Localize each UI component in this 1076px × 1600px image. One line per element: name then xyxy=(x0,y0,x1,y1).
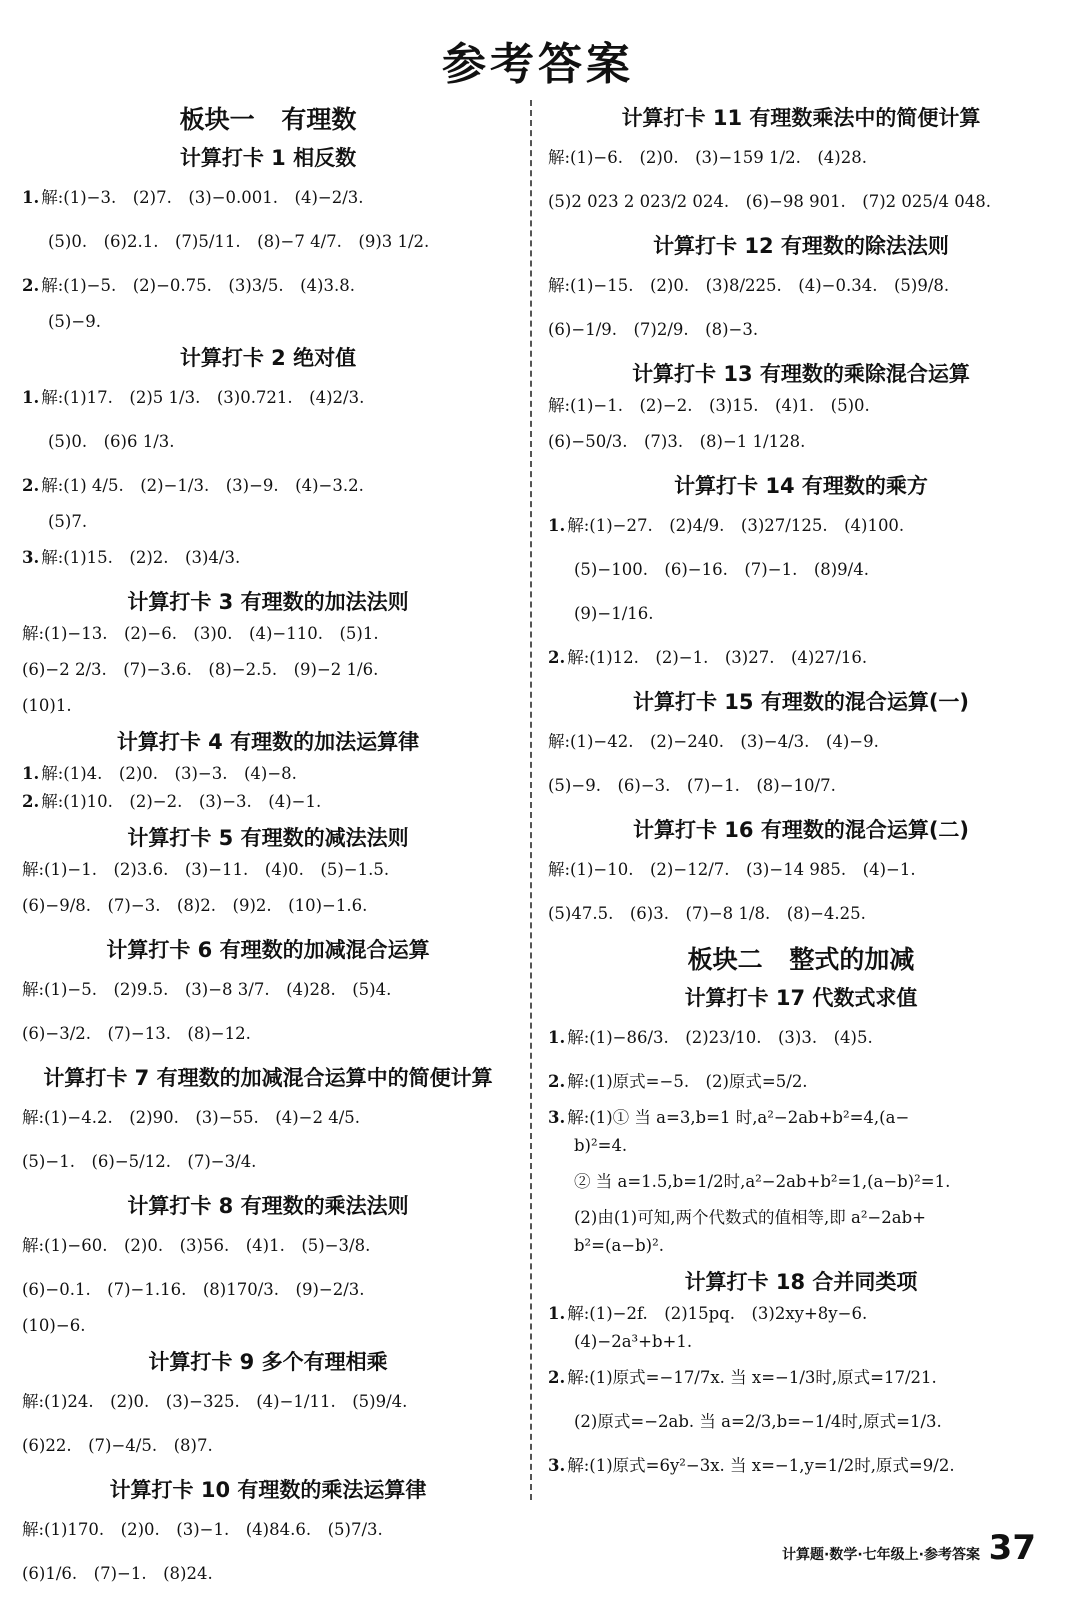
answer-line xyxy=(22,788,514,816)
answer-text: (5)−1. (6)−5/12. (7)−3/4. xyxy=(22,1152,257,1171)
answer-line xyxy=(548,1300,1054,1328)
answer-line xyxy=(548,308,1054,352)
question-number: 2. xyxy=(22,792,40,811)
answer-text: (5)−9. (6)−3. (7)−1. (8)−10/7. xyxy=(548,776,836,795)
answer-text: (6)−1/9. (7)2/9. (8)−3. xyxy=(548,320,759,339)
answer-line xyxy=(22,1312,514,1340)
answer-text: (6)−0.1. (7)−1.16. (8)170/3. (9)−2/3. xyxy=(22,1280,365,1299)
card-title: 计算打卡 3 有理数的加法法则 xyxy=(127,590,409,614)
question-number: 1. xyxy=(22,764,40,783)
answer-text: 解:(1)−10. (2)−12/7. (3)−14 985. (4)−1. xyxy=(548,860,916,879)
answer-text: 解:(1)15. (2)2. (3)4/3. xyxy=(41,548,241,567)
answer-text: (6)−3/2. (7)−13. (8)−12. xyxy=(22,1024,251,1043)
answer-text: (4)−2a³+b+1. xyxy=(574,1332,693,1351)
answer-line xyxy=(22,508,514,536)
answer-text: 解:(1)−15. (2)0. (3)8/225. (4)−0.34. (5)9/8. xyxy=(548,276,950,295)
answer-line xyxy=(22,1424,514,1468)
card-title: 计算打卡 5 有理数的减法法则 xyxy=(127,826,409,850)
answer-text: (6)22. (7)−4/5. (8)7. xyxy=(22,1436,213,1455)
answer-text: (5)7. xyxy=(48,512,88,531)
footer-label: 计算题·数学·七年级上·参考答案 xyxy=(782,1547,980,1563)
question-number: 2. xyxy=(548,648,566,667)
answer-text: ② 当 a=1.5,b=1/2时,a²−2ab+b²=1,(a−b)²=1. xyxy=(574,1172,951,1191)
answer-text: 解:(1)−5. (2)−0.75. (3)3/5. (4)3.8. xyxy=(41,276,355,295)
answer-text: 解:(1)12. (2)−1. (3)27. (4)27/16. xyxy=(567,648,868,667)
answer-text: 解:(1)17. (2)5 1/3. (3)0.721. (4)2/3. xyxy=(41,388,365,407)
answer-line xyxy=(22,1552,514,1596)
question-number: 3. xyxy=(548,1108,566,1127)
card-title: 计算打卡 15 有理数的混合运算(一) xyxy=(632,690,970,714)
right-column xyxy=(548,96,1054,1488)
answer-text: (10)1. xyxy=(22,696,72,715)
answer-line xyxy=(22,1012,514,1056)
card-title: 计算打卡 13 有理数的乘除混合运算 xyxy=(632,362,970,386)
answer-text: (6)−2 2/3. (7)−3.6. (8)−2.5. (9)−2 1/6. xyxy=(22,660,379,679)
answer-text: 解:(1)原式=−17/7x. 当 x=−1/3时,原式=17/21. xyxy=(567,1368,937,1387)
answer-text: 解:(1)−4.2. (2)90. (3)−55. (4)−2 4/5. xyxy=(22,1108,361,1127)
answer-text: 解:(1)10. (2)−2. (3)−3. (4)−1. xyxy=(41,792,322,811)
answer-text: (5)0. (6)6 1/3. xyxy=(48,432,175,451)
answer-text: 解:(1) 4/5. (2)−1/3. (3)−9. (4)−3.2. xyxy=(41,476,364,495)
block-title: 板块一 有理数 xyxy=(179,105,357,134)
answer-text: 解:(1)−42. (2)−240. (3)−4/3. (4)−9. xyxy=(548,732,879,751)
page-number: 37 xyxy=(988,1528,1036,1568)
answer-line xyxy=(548,1328,1054,1356)
answer-text: 解:(1)24. (2)0. (3)−325. (4)−1/11. (5)9/4. xyxy=(22,1392,408,1411)
answer-line xyxy=(22,1380,514,1424)
answer-text: (2)原式=−2ab. 当 a=2/3,b=−1/4时,原式=1/3. xyxy=(574,1412,942,1431)
question-number: 1. xyxy=(548,1028,566,1047)
question-number: 2. xyxy=(22,276,40,295)
answer-line xyxy=(22,1268,514,1312)
answer-line xyxy=(22,420,514,464)
answer-line xyxy=(548,1444,1054,1488)
answer-text: (5)−9. xyxy=(48,312,101,331)
card-title: 计算打卡 12 有理数的除法法则 xyxy=(653,234,949,258)
answer-line xyxy=(548,1204,1054,1232)
question-number: 3. xyxy=(548,1456,566,1475)
card-title: 计算打卡 8 有理数的乘法法则 xyxy=(127,1194,409,1218)
question-number: 1. xyxy=(548,516,566,535)
answer-text: 解:(1)−6. (2)0. (3)−159 1/2. (4)28. xyxy=(548,148,867,167)
left-column xyxy=(22,96,514,1596)
card-title: 计算打卡 17 代数式求值 xyxy=(684,986,918,1010)
question-number: 1. xyxy=(548,1304,566,1323)
card-title: 计算打卡 14 有理数的乘方 xyxy=(674,474,928,498)
card-title: 计算打卡 11 有理数乘法中的简便计算 xyxy=(621,106,981,130)
answer-line xyxy=(548,1356,1054,1400)
answer-text: b²=(a−b)². xyxy=(574,1236,664,1255)
answer-text: 解:(1)−1. (2)−2. (3)15. (4)1. (5)0. xyxy=(548,396,870,415)
card-title: 计算打卡 6 有理数的加减混合运算 xyxy=(106,938,430,962)
answer-line xyxy=(548,848,1054,892)
answer-line xyxy=(548,720,1054,764)
block-title: 板块二 整式的加减 xyxy=(687,945,915,974)
answer-text: 解:(1)−86/3. (2)23/10. (3)3. (4)5. xyxy=(567,1028,873,1047)
answer-line xyxy=(548,1132,1054,1160)
answer-text: 解:(1)−2f. (2)15pq. (3)2xy+8y−6. xyxy=(567,1304,868,1323)
answer-text: 解:(1)−27. (2)4/9. (3)27/125. (4)100. xyxy=(567,516,905,535)
question-number: 1. xyxy=(22,188,40,207)
card-title: 计算打卡 16 有理数的混合运算(二) xyxy=(632,818,970,842)
answer-line xyxy=(548,180,1054,224)
answer-line xyxy=(22,1140,514,1184)
answer-text: (10)−6. xyxy=(22,1316,86,1335)
answer-text: 解:(1)① 当 a=3,b=1 时,a²−2ab+b²=4,(a− xyxy=(567,1108,910,1127)
answer-line xyxy=(22,760,514,788)
answer-line xyxy=(22,968,514,1012)
answer-text: (6)1/6. (7)−1. (8)24. xyxy=(22,1564,213,1583)
answer-line xyxy=(22,884,514,928)
page-title: 参考答案 xyxy=(442,39,634,90)
answer-line xyxy=(548,892,1054,936)
answer-line xyxy=(22,648,514,692)
answer-line xyxy=(548,1016,1054,1060)
question-number: 1. xyxy=(22,388,40,407)
answer-text: (2)由(1)可知,两个代数式的值相等,即 a²−2ab+ xyxy=(574,1208,926,1227)
answer-line xyxy=(22,264,514,308)
answer-line xyxy=(548,1060,1054,1104)
answer-line xyxy=(22,1224,514,1268)
answer-text: 解:(1)−1. (2)3.6. (3)−11. (4)0. (5)−1.5. xyxy=(22,860,390,879)
answer-line xyxy=(22,692,514,720)
column-divider xyxy=(530,100,532,1500)
answer-line xyxy=(22,464,514,508)
answer-text: 解:(1)−60. (2)0. (3)56. (4)1. (5)−3/8. xyxy=(22,1236,371,1255)
answer-line xyxy=(548,592,1054,636)
answer-line xyxy=(22,1096,514,1140)
card-title: 计算打卡 2 绝对值 xyxy=(179,346,357,370)
answer-line xyxy=(548,264,1054,308)
answer-line xyxy=(548,1400,1054,1444)
answer-text: (6)−9/8. (7)−3. (8)2. (9)2. (10)−1.6. xyxy=(22,896,368,915)
answer-text: (5)47.5. (6)3. (7)−8 1/8. (8)−4.25. xyxy=(548,904,866,923)
answer-text: 解:(1)原式=6y²−3x. 当 x=−1,y=1/2时,原式=9/2. xyxy=(567,1456,955,1475)
answer-line xyxy=(22,1508,514,1552)
answer-text: 解:(1)−13. (2)−6. (3)0. (4)−110. (5)1. xyxy=(22,624,379,643)
answer-text: (6)−50/3. (7)3. (8)−1 1/128. xyxy=(548,432,806,451)
card-title: 计算打卡 4 有理数的加法运算律 xyxy=(116,730,420,754)
answer-line xyxy=(22,176,514,220)
answer-text: 解:(1)−5. (2)9.5. (3)−8 3/7. (4)28. (5)4. xyxy=(22,980,392,999)
answer-line xyxy=(548,136,1054,180)
answer-line xyxy=(22,856,514,884)
answer-text: b)²=4. xyxy=(574,1136,628,1155)
answer-line xyxy=(548,548,1054,592)
answer-line xyxy=(548,1232,1054,1260)
answer-line xyxy=(22,220,514,264)
card-title: 计算打卡 7 有理数的加减混合运算中的简便计算 xyxy=(43,1066,493,1090)
answer-line xyxy=(548,392,1054,420)
answer-text: 解:(1)原式=−5. (2)原式=5/2. xyxy=(567,1072,808,1091)
answer-text: 解:(1)170. (2)0. (3)−1. (4)84.6. (5)7/3. xyxy=(22,1520,383,1539)
answer-line xyxy=(548,1160,1054,1204)
answer-text: 解:(1)−3. (2)7. (3)−0.001. (4)−2/3. xyxy=(41,188,364,207)
answer-line xyxy=(548,636,1054,680)
question-number: 2. xyxy=(22,476,40,495)
answer-line xyxy=(22,376,514,420)
answer-text: (9)−1/16. xyxy=(574,604,654,623)
answer-text: (5)2 023 2 023/2 024. (6)−98 901. (7)2 025/4 048. xyxy=(548,192,991,211)
answer-line xyxy=(548,764,1054,808)
card-title: 计算打卡 10 有理数的乘法运算律 xyxy=(109,1478,427,1502)
card-title: 计算打卡 1 相反数 xyxy=(179,146,357,170)
card-title: 计算打卡 18 合并同类项 xyxy=(684,1270,918,1294)
answer-line xyxy=(548,1104,1054,1132)
answer-line xyxy=(22,308,514,336)
answer-line xyxy=(22,536,514,580)
card-title: 计算打卡 9 多个有理相乘 xyxy=(148,1350,388,1374)
answer-text: 解:(1)4. (2)0. (3)−3. (4)−8. xyxy=(41,764,297,783)
answer-line xyxy=(548,420,1054,464)
answer-line xyxy=(548,504,1054,548)
question-number: 2. xyxy=(548,1072,566,1091)
question-number: 3. xyxy=(22,548,40,567)
answer-line xyxy=(22,620,514,648)
answer-text: (5)0. (6)2.1. (7)5/11. (8)−7 4/7. (9)3 1/2. xyxy=(48,232,430,251)
question-number: 2. xyxy=(548,1368,566,1387)
answer-text: (5)−100. (6)−16. (7)−1. (8)9/4. xyxy=(574,560,869,579)
